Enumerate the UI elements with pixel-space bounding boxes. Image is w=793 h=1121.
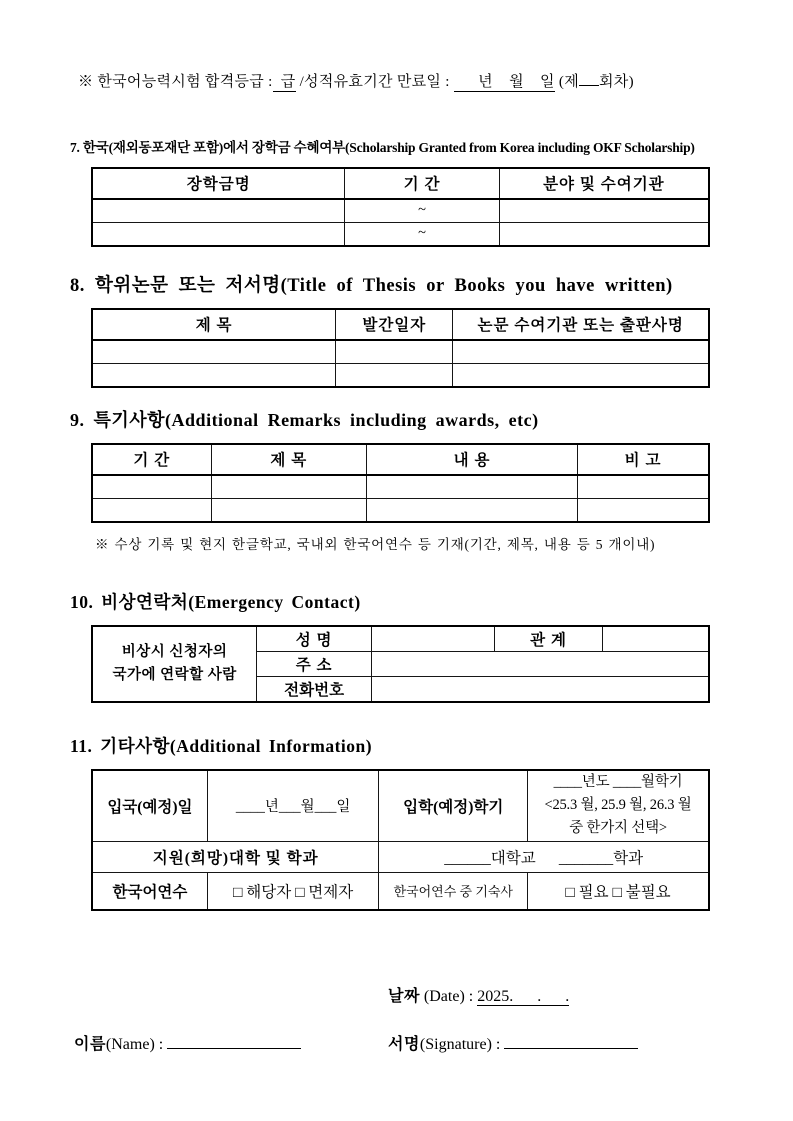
table-row bbox=[92, 199, 709, 223]
semester-options-line2: 중 한가지 선택> bbox=[569, 820, 667, 837]
name-label-en: (Name) bbox=[105, 1035, 155, 1053]
topik-round-prefix: (제 bbox=[558, 74, 580, 90]
remarks-note-cell[interactable] bbox=[578, 498, 709, 522]
emergency-side-label-line1: 비상시 신청자의 bbox=[121, 644, 228, 661]
thesis-date-header: 발간일자 bbox=[336, 309, 453, 340]
name-label-ko: 이름 bbox=[74, 1035, 106, 1053]
scholarship-table bbox=[91, 167, 710, 247]
scholarship-name-cell[interactable] bbox=[92, 222, 345, 246]
topik-grade-blank-field[interactable]: 급 bbox=[272, 74, 296, 90]
scholarship-name-header: 장학금명 bbox=[92, 168, 345, 199]
desired-university-label: 지원(희망)대학 및 학과 bbox=[92, 841, 379, 872]
signature-colon: : bbox=[491, 1035, 505, 1053]
emergency-phone-field[interactable] bbox=[371, 676, 709, 702]
entry-date-label: 입국(예정)일 bbox=[92, 770, 207, 842]
remarks-title-cell[interactable] bbox=[211, 475, 366, 499]
topik-middle: /성적유효기간 만료일 : bbox=[299, 74, 450, 90]
date-colon: : bbox=[464, 987, 478, 1005]
scholarship-header-row bbox=[92, 168, 709, 199]
remarks-content-cell[interactable] bbox=[367, 475, 578, 499]
table-row bbox=[92, 498, 709, 522]
semester-blank-line[interactable]: ____년도 ____월학기 bbox=[553, 773, 683, 790]
admission-semester-field[interactable] bbox=[528, 770, 709, 842]
remarks-period-cell[interactable] bbox=[92, 498, 211, 522]
scholarship-period-cell[interactable]: ~ bbox=[345, 222, 499, 246]
signature-blank-field[interactable] bbox=[504, 1033, 638, 1049]
date-label-en: (Date) bbox=[423, 987, 465, 1005]
remarks-period-cell[interactable] bbox=[92, 475, 211, 499]
emergency-side-label bbox=[92, 626, 257, 702]
section11-heading: 11. 기타사항(Additional Information) bbox=[70, 735, 373, 756]
table-row bbox=[92, 222, 709, 246]
thesis-publisher-header: 논문 수여기관 또는 출판사명 bbox=[453, 309, 709, 340]
name-colon: : bbox=[154, 1035, 168, 1053]
table-row bbox=[92, 363, 709, 387]
date-line bbox=[388, 983, 569, 1007]
admission-semester-label: 입학(예정)학기 bbox=[379, 770, 528, 842]
remarks-title-cell[interactable] bbox=[211, 498, 366, 522]
remarks-header-row bbox=[92, 444, 709, 475]
signature-label-ko: 서명 bbox=[388, 1035, 420, 1053]
emergency-phone-label: 전화번호 bbox=[257, 676, 372, 702]
thesis-title-cell[interactable] bbox=[92, 340, 336, 364]
name-line bbox=[74, 1031, 301, 1054]
desired-university-field[interactable]: ______대학교 _______학과 bbox=[379, 841, 709, 872]
remarks-note-cell[interactable] bbox=[578, 475, 709, 499]
thesis-header-row bbox=[92, 309, 709, 340]
section8-heading: 8. 학위논문 또는 저서명(Title of Thesis or Books you have written) bbox=[70, 275, 673, 296]
signature-line bbox=[388, 1031, 638, 1054]
remarks-note-header: 비 고 bbox=[578, 444, 709, 475]
remarks-title-header: 제 목 bbox=[211, 444, 366, 475]
section10-heading: 10. 비상연락처(Emergency Contact) bbox=[70, 591, 361, 612]
emergency-address-label: 주 소 bbox=[257, 651, 372, 676]
remarks-footnote: ※ 수상 기록 및 현지 한글학교, 국내외 한국어연수 등 기재(기간, 제목, 내용 등 5 개이내) bbox=[95, 536, 656, 552]
emergency-name-label: 성 명 bbox=[257, 626, 372, 652]
semester-options-line1: <25.3 월, 25.9 월, 26.3 월 bbox=[544, 796, 692, 813]
table-row bbox=[92, 841, 709, 872]
additional-info-table bbox=[91, 769, 710, 911]
emergency-contact-table bbox=[91, 625, 710, 703]
remarks-content-header: 내 용 bbox=[367, 444, 578, 475]
remarks-period-header: 기 간 bbox=[92, 444, 211, 475]
date-value-field[interactable]: 2025. . . bbox=[477, 987, 570, 1005]
table-row bbox=[92, 475, 709, 499]
dormitory-label: 한국어연수 중 기숙사 bbox=[379, 872, 528, 910]
topik-expiry-date-field[interactable]: 년 월 일 bbox=[453, 74, 555, 90]
thesis-publisher-cell[interactable] bbox=[453, 363, 709, 387]
signature-block bbox=[70, 983, 721, 1073]
emergency-name-field[interactable] bbox=[371, 626, 494, 652]
scholarship-org-header: 분야 및 수여기관 bbox=[499, 168, 709, 199]
thesis-table bbox=[91, 308, 710, 388]
thesis-date-cell[interactable] bbox=[336, 363, 453, 387]
scholarship-name-cell[interactable] bbox=[92, 199, 345, 223]
topik-round-blank-field[interactable] bbox=[579, 71, 599, 86]
scholarship-org-cell[interactable] bbox=[499, 222, 709, 246]
topik-prefix: ※ 한국어능력시험 합격등급 : bbox=[78, 74, 273, 90]
topik-round-suffix: 회차) bbox=[599, 74, 634, 90]
emergency-relation-label: 관 계 bbox=[495, 626, 602, 652]
scholarship-period-cell[interactable]: ~ bbox=[345, 199, 499, 223]
name-blank-field[interactable] bbox=[167, 1033, 301, 1049]
emergency-relation-field[interactable] bbox=[602, 626, 709, 652]
table-row bbox=[92, 340, 709, 364]
scholarship-org-cell[interactable] bbox=[499, 199, 709, 223]
korean-course-checkboxes[interactable]: □ 해당자 □ 면제자 bbox=[207, 872, 379, 910]
table-row bbox=[92, 770, 709, 842]
scholarship-period-header: 기 간 bbox=[345, 168, 499, 199]
signature-label-en: (Signature) bbox=[419, 1035, 492, 1053]
remarks-table bbox=[91, 443, 710, 523]
dormitory-checkboxes[interactable]: □ 필요 □ 불필요 bbox=[528, 872, 709, 910]
thesis-title-cell[interactable] bbox=[92, 363, 336, 387]
korean-course-label: 한국어연수 bbox=[92, 872, 207, 910]
section9-heading: 9. 특기사항(Additional Remarks including awards, etc) bbox=[70, 409, 539, 430]
thesis-date-cell[interactable] bbox=[336, 340, 453, 364]
topik-grade-line bbox=[78, 70, 721, 92]
emergency-address-field[interactable] bbox=[371, 651, 709, 676]
section7-heading: 7. 한국(재외동포재단 포함)에서 장학금 수혜여부(Scholarship Granted from Korea including OKF Scholarship) bbox=[70, 139, 695, 155]
entry-date-field[interactable]: ____년___월___일 bbox=[207, 770, 379, 842]
date-label-ko: 날짜 bbox=[388, 987, 420, 1005]
thesis-title-header: 제 목 bbox=[92, 309, 336, 340]
table-row bbox=[92, 872, 709, 910]
thesis-publisher-cell[interactable] bbox=[453, 340, 709, 364]
emergency-side-label-line2: 국가에 연락할 사람 bbox=[112, 666, 237, 683]
table-row bbox=[92, 626, 709, 652]
remarks-content-cell[interactable] bbox=[367, 498, 578, 522]
